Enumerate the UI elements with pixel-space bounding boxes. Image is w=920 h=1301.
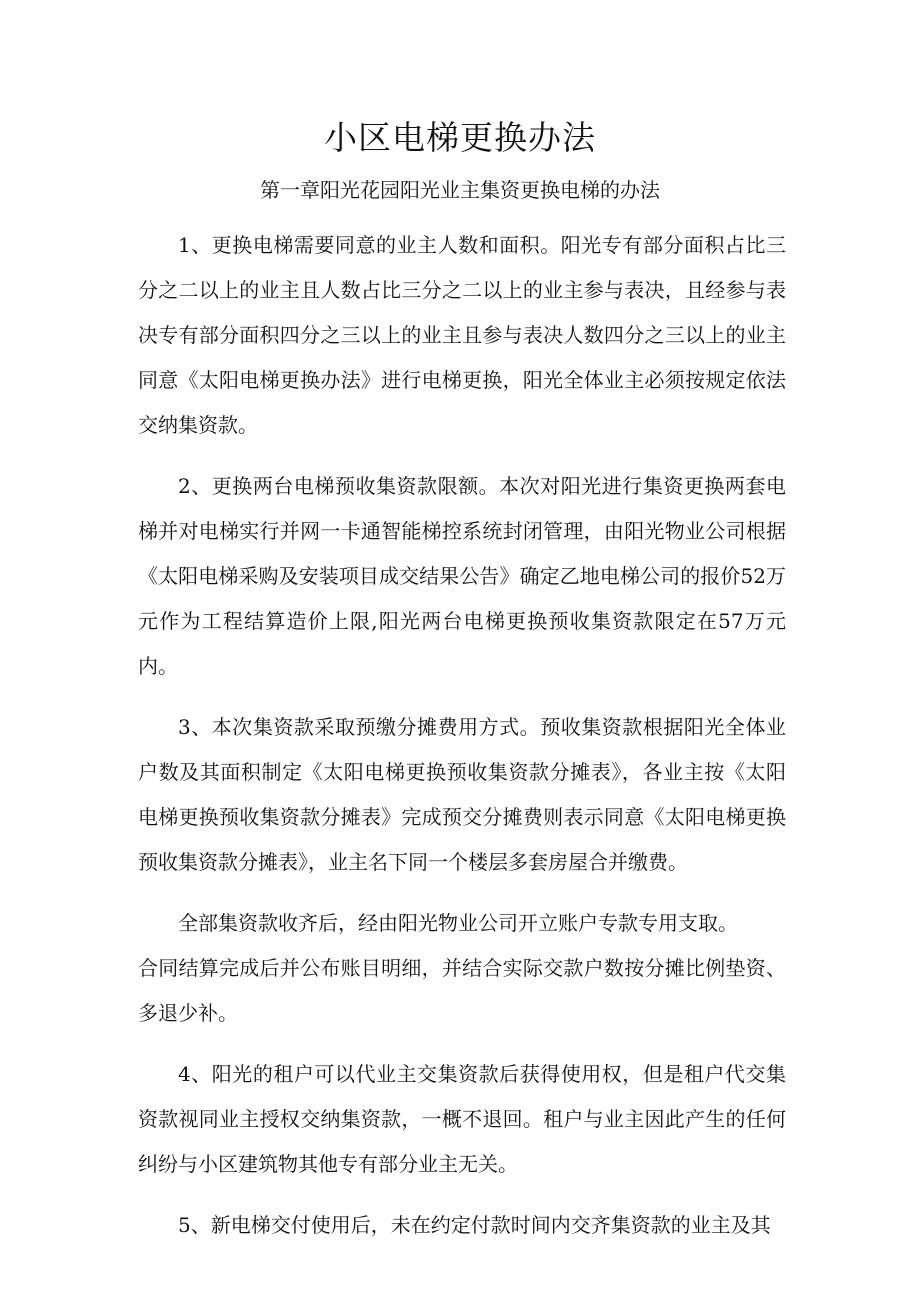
paragraph-6: 4、阳光的租户可以代业主交集资款后获得使用权，但是租户代交集资款视同业主授权交纳集资款，一概不退回。租户与业主因此产生的任何纠纷与小区建筑物其他专有部分业主无关。 [138, 1062, 786, 1176]
paragraph-4: 全部集资款收齐后，经由阳光物业公司开立账户专款专用支取。 [178, 911, 738, 935]
paragraph-2: 2、更换两台电梯预收集资款限额。本次对阳光进行集资更换两套电梯并对电梯实行并网一卡通智能梯控系统封闭管理，由阳光物业公司根据《太阳电梯采购及安装项目成交结果公告》确定乙地电梯公司的报价52万元作为工程结算造价上限,阳光两台电梯更换预收集资款限定在57万元内。 [138, 474, 786, 678]
document-body [138, 223, 786, 1264]
paragraph-7: 5、新电梯交付使用后，未在约定付款时间内交齐集资款的业主及其 [178, 1213, 771, 1237]
document-title: 小区电梯更换办法 [324, 118, 596, 157]
paragraph-3: 3、本次集资款采取预缴分摊费用方式。预收集资款根据阳光全体业户数及其面积制定《太阳电梯更换预收集资款分摊表》，各业主按《太阳电梯更换预收集资款分摊表》完成预交分摊费则表示同意《太阳电梯更换预收集资款分摊表》，业主名下同一个楼层多套房屋合并缴费。 [138, 715, 786, 874]
chapter-heading: 第一章阳光花园阳光业主集资更换电梯的办法 [260, 178, 660, 202]
paragraph-1: 1、更换电梯需要同意的业主人数和面积。阳光专有部分面积占比三分之二以上的业主且人数占比三分之二以上的业主参与表决，且经参与表决专有部分面积四分之三以上的业主且参与表决人数四分之三以上的业主同意《太阳电梯更换办法》进行电梯更换，阳光全体业主必须按规定依法交纳集资款。 [138, 233, 786, 437]
paragraph-5: 合同结算完成后并公布账目明细，并结合实际交款户数按分摊比例垫资、多退少补。 [138, 956, 786, 1025]
